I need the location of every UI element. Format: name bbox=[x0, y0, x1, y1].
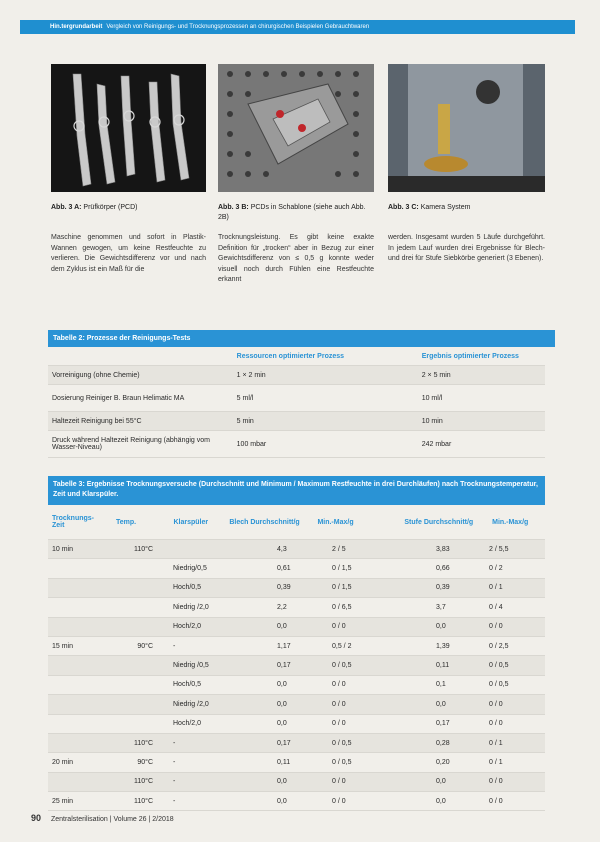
stufe-minmax-cell: 0 / 0 bbox=[489, 778, 503, 786]
stufe-average-cell: 0,28 bbox=[436, 739, 450, 747]
table3-header-cell: Temp. bbox=[116, 518, 137, 526]
figure-3c-text: Kamera System bbox=[420, 204, 471, 211]
blech-minmax-cell: 0 / 6,5 bbox=[332, 603, 352, 611]
blech-average-cell: 0,11 bbox=[277, 758, 291, 766]
stufe-minmax-cell: 0 / 0 bbox=[489, 720, 503, 728]
figure-3b-image bbox=[218, 64, 374, 192]
table-row bbox=[48, 695, 545, 714]
blech-average-cell: 0,0 bbox=[277, 720, 287, 728]
table2-row-label: Druck während Haltezeit Reinigung (abhängig vom Wasser-Niveau) bbox=[52, 437, 210, 451]
blech-average-cell: 0,0 bbox=[277, 797, 287, 805]
temperature-cell: 90°C bbox=[137, 758, 153, 766]
blech-minmax-cell: 0 / 1,5 bbox=[332, 565, 352, 573]
stufe-minmax-cell: 0 / 2,5 bbox=[489, 642, 509, 650]
figure-3b-label: Abb. 3 B: bbox=[218, 204, 249, 211]
blech-minmax-cell: 0 / 0 bbox=[332, 700, 346, 708]
table3-header-cell: Min.-Max/g bbox=[492, 518, 529, 526]
stufe-minmax-cell: 0 / 0,5 bbox=[489, 681, 509, 689]
stufe-average-cell: 0,11 bbox=[436, 662, 450, 670]
blech-average-cell: 0,0 bbox=[277, 681, 287, 689]
rinse-aid-cell: - bbox=[173, 758, 176, 766]
table2-value1: 5 min bbox=[236, 417, 254, 425]
blech-minmax-cell: 0 / 0,5 bbox=[332, 739, 352, 747]
table-row bbox=[48, 579, 545, 598]
table-row bbox=[48, 431, 545, 458]
table2-value2: 242 mbar bbox=[421, 440, 452, 448]
table2-row-label: Haltezeit Reinigung bei 55°C bbox=[52, 417, 142, 425]
blech-minmax-cell: 0 / 0 bbox=[332, 797, 346, 805]
drying-time-cell: 25 min bbox=[52, 797, 74, 805]
table-row bbox=[48, 773, 545, 792]
temperature-cell: 110°C bbox=[133, 778, 153, 786]
table-row bbox=[48, 753, 545, 772]
figure-3c-image bbox=[388, 64, 545, 192]
table3-header-cell: Klarspüler bbox=[173, 518, 209, 526]
blech-average-cell: 1,17 bbox=[277, 642, 291, 650]
rinse-aid-cell: - bbox=[173, 739, 176, 747]
figure-3a-image bbox=[51, 64, 206, 192]
stufe-average-cell: 3,7 bbox=[436, 603, 446, 611]
figure-3c-label: Abb. 3 C: bbox=[388, 204, 419, 211]
blech-average-cell: 0,0 bbox=[277, 778, 287, 786]
table3-header-cell: Stufe Durchschnitt/g bbox=[404, 518, 474, 526]
table2-col1-header: Ressourcen optimierter Prozess bbox=[236, 352, 345, 360]
rinse-aid-cell: Niedrig/0,5 bbox=[173, 565, 207, 573]
figure-3a-caption bbox=[51, 203, 206, 213]
blech-average-cell: 0,17 bbox=[277, 662, 291, 670]
table-row bbox=[48, 792, 545, 811]
rinse-aid-cell: - bbox=[173, 778, 176, 786]
table-row bbox=[48, 559, 545, 578]
table-row bbox=[48, 715, 545, 734]
temperature-cell: 110°C bbox=[133, 739, 153, 747]
rinse-aid-cell: Hoch/0,5 bbox=[173, 584, 202, 592]
stufe-average-cell: 0,0 bbox=[436, 623, 446, 631]
blech-minmax-cell: 0 / 0,5 bbox=[332, 662, 352, 670]
stufe-average-cell: 0,0 bbox=[436, 778, 446, 786]
figure-3b-caption bbox=[218, 203, 378, 223]
temperature-cell: 110°C bbox=[133, 545, 153, 553]
blech-minmax-cell: 0 / 1,5 bbox=[332, 584, 352, 592]
blech-minmax-cell: 0 / 0,5 bbox=[332, 758, 352, 766]
rinse-aid-cell: Hoch/0,5 bbox=[173, 681, 202, 689]
figure-3b-text: PCDs in Schablone (siehe auch Abb. 2B) bbox=[218, 204, 366, 221]
stufe-minmax-cell: 0 / 4 bbox=[489, 603, 503, 611]
table-row bbox=[48, 734, 545, 753]
blech-average-cell: 0,39 bbox=[277, 584, 291, 592]
table2-value1: 100 mbar bbox=[236, 440, 267, 448]
table-row bbox=[48, 540, 545, 559]
table-row bbox=[48, 385, 545, 412]
body-text-column-1: Maschine genommen und sofort in Plastik-Wannen gewogen, um keine Restfeuchte zu verlieren. Die Gewichtsdifferenz vor und nach dem Zyklus ist ein Maß für die bbox=[51, 234, 206, 273]
table3-header-cell: Trocknungs-Zeit bbox=[52, 515, 95, 529]
figure-3c-caption bbox=[388, 203, 548, 213]
stufe-average-cell: 0,0 bbox=[436, 797, 446, 805]
blech-minmax-cell: 0 / 0 bbox=[332, 681, 346, 689]
table-row bbox=[48, 598, 545, 617]
stufe-minmax-cell: 2 / 5,5 bbox=[489, 545, 509, 553]
blech-average-cell: 0,61 bbox=[277, 565, 291, 573]
figure-3a-label: Abb. 3 A: bbox=[51, 204, 82, 211]
stufe-minmax-cell: 0 / 1 bbox=[489, 584, 503, 592]
drying-time-cell: 10 min bbox=[52, 545, 74, 553]
stufe-minmax-cell: 0 / 0 bbox=[489, 700, 503, 708]
rinse-aid-cell: Niedrig /0,5 bbox=[173, 662, 209, 670]
stufe-average-cell: 0,0 bbox=[436, 700, 446, 708]
table2-col2-header: Ergebnis optimierter Prozess bbox=[421, 352, 519, 360]
stufe-minmax-cell: 0 / 0 bbox=[489, 797, 503, 805]
rinse-aid-cell: Niedrig /2,0 bbox=[173, 700, 209, 708]
stufe-average-cell: 0,39 bbox=[436, 584, 450, 592]
table-row bbox=[48, 618, 545, 637]
drying-time-cell: 20 min bbox=[52, 758, 74, 766]
rinse-aid-cell: Hoch/2,0 bbox=[173, 623, 202, 631]
blech-average-cell: 0,0 bbox=[277, 623, 287, 631]
blech-average-cell: 2,2 bbox=[277, 603, 287, 611]
table2-title: Tabelle 2: Prozesse der Reinigungs-Tests bbox=[48, 330, 555, 347]
table-row bbox=[48, 412, 545, 431]
table2-value2: 10 ml/l bbox=[421, 394, 443, 402]
table2-header-row bbox=[48, 347, 545, 366]
body-text-column-2: Trocknungsleistung. Es gibt keine exakte Definition für „trocken“ aber in Bezug zur einer Gewichtsdifferenz von ≤ 0,5 g konnte weder visuell noch durch Fühlen eine Restfeuchte erkannt bbox=[218, 234, 374, 283]
table2 bbox=[48, 347, 545, 458]
journal-reference: Zentralsterilisation | Volume 26 | 2/2018 bbox=[50, 816, 174, 823]
rinse-aid-cell: Hoch/2,0 bbox=[173, 720, 202, 728]
rinse-aid-cell: - bbox=[173, 642, 176, 650]
stufe-average-cell: 0,66 bbox=[436, 565, 450, 573]
stufe-average-cell: 0,17 bbox=[436, 720, 450, 728]
blech-minmax-cell: 0,5 / 2 bbox=[332, 642, 352, 650]
blech-minmax-cell: 0 / 0 bbox=[332, 623, 346, 631]
stufe-average-cell: 1,39 bbox=[436, 642, 450, 650]
table3 bbox=[48, 505, 545, 811]
stufe-minmax-cell: 0 / 1 bbox=[489, 758, 503, 766]
page-footer bbox=[31, 813, 174, 823]
stufe-average-cell: 3,83 bbox=[436, 545, 450, 553]
temperature-cell: 90°C bbox=[137, 642, 153, 650]
header-tag: Hin.tergrundarbeit bbox=[50, 24, 103, 30]
table3-header-cell: Blech Durchschnitt/g bbox=[229, 518, 300, 526]
blech-minmax-cell: 2 / 5 bbox=[332, 545, 346, 553]
table3-header-row bbox=[48, 505, 545, 540]
header-title: Vergleich von Reinigungs- und Trocknungsprozessen an chirurgischen Beispielen Gebrauchtwaren bbox=[106, 24, 370, 30]
table3-title: Tabelle 3: Ergebnisse Trocknungsversuche (Durchschnitt und Minimum / Maximum Restfeuchte in drei Durchläufen) nach Trocknungstemperatur, Zeit und Klarspüler. bbox=[48, 476, 545, 505]
stufe-minmax-cell: 0 / 0,5 bbox=[489, 662, 509, 670]
rinse-aid-cell: Niedrig /2,0 bbox=[173, 603, 209, 611]
table2-value2: 2 × 5 min bbox=[421, 371, 451, 379]
temperature-cell: 110°C bbox=[133, 797, 153, 805]
table-row bbox=[48, 656, 545, 675]
table2-row-label: Dosierung Reiniger B. Braun Helimatic MA bbox=[52, 394, 185, 402]
stufe-average-cell: 0,20 bbox=[436, 758, 450, 766]
table-row bbox=[48, 366, 545, 385]
blech-average-cell: 0,17 bbox=[277, 739, 291, 747]
blech-average-cell: 0,0 bbox=[277, 700, 287, 708]
table2-value1: 5 ml/l bbox=[236, 394, 254, 402]
table-row bbox=[48, 637, 545, 656]
stufe-minmax-cell: 0 / 2 bbox=[489, 565, 503, 573]
rinse-aid-cell: - bbox=[173, 797, 176, 805]
figure-3a-text: Prüfkörper (PCD) bbox=[83, 204, 138, 211]
blech-minmax-cell: 0 / 0 bbox=[332, 778, 346, 786]
table2-value1: 1 × 2 min bbox=[236, 371, 266, 379]
blech-average-cell: 4,3 bbox=[277, 545, 287, 553]
table-row bbox=[48, 676, 545, 695]
page-number: 90 bbox=[31, 813, 42, 823]
table2-row-label: Vorreinigung (ohne Chemie) bbox=[52, 371, 140, 379]
stufe-minmax-cell: 0 / 1 bbox=[489, 739, 503, 747]
table2-value2: 10 min bbox=[421, 417, 443, 425]
stufe-average-cell: 0,1 bbox=[436, 681, 446, 689]
blech-minmax-cell: 0 / 0 bbox=[332, 720, 346, 728]
drying-time-cell: 15 min bbox=[52, 642, 74, 650]
body-text-column-3: werden. Insgesamt wurden 5 Läufe durchgeführt. In jedem Lauf wurden drei Ergebnisse für Blech- und drei für Stufe Siebkörbe generiert (3 Ebenen). bbox=[388, 234, 545, 262]
header-banner bbox=[20, 20, 575, 34]
stufe-minmax-cell: 0 / 0 bbox=[489, 623, 503, 631]
table3-header-cell: Min.-Max/g bbox=[317, 518, 354, 526]
